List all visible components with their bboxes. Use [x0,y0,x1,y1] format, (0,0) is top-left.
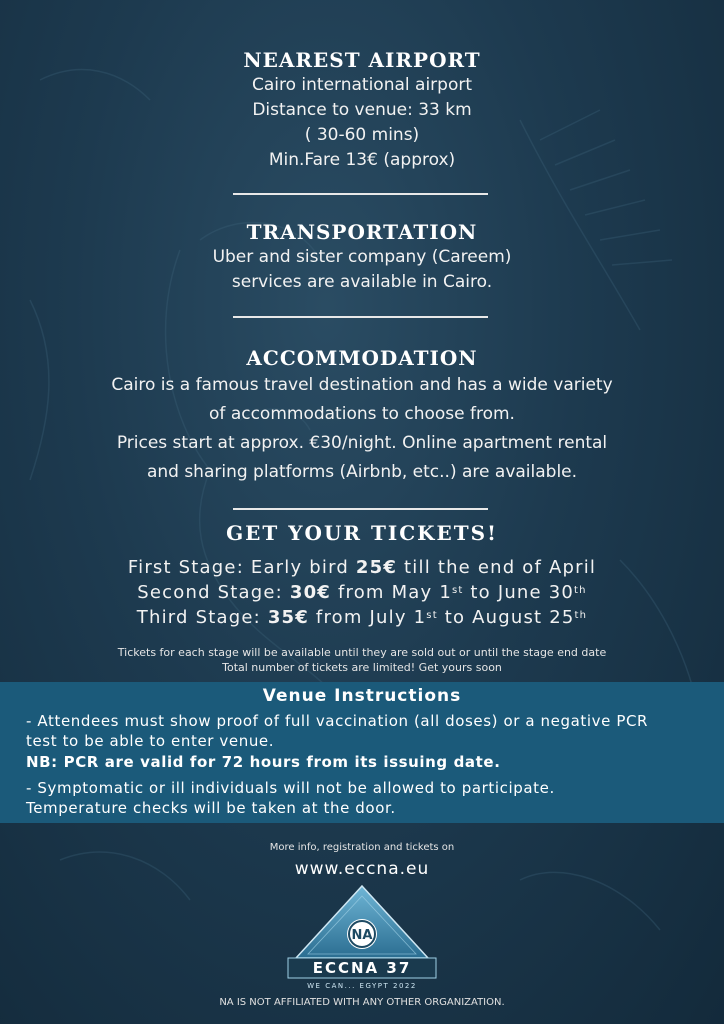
disclaimer: NA IS NOT AFFILIATED WITH ANY OTHER ORGANIZATION. [219,997,505,1008]
transportation-section [0,219,724,295]
transportation-line: services are available in Cairo. [231,272,493,292]
venue-line: - Symptomatic or ill individuals will not be allowed to participate. [26,779,555,797]
accommodation-section [0,345,724,487]
airport-line: Distance to venue: 33 km [252,100,472,120]
logo-na-text: NA [351,928,373,943]
ticket-note: Tickets for each stage will be available until they are sold out or until the stage end date [117,646,607,659]
divider [233,193,488,195]
transportation-heading: TRANSPORTATION [246,220,478,244]
venue-pcr-note: NB: PCR are valid for 72 hours from its issuing date. [26,753,501,771]
tickets-heading: GET YOUR TICKETS! [226,521,498,545]
ticket-price: 30€ [289,582,332,603]
accommodation-line: Cairo is a famous travel destination and has a wide variety [111,375,613,395]
ticket-price: 25€ [355,557,398,578]
divider [233,316,488,318]
accommodation-line: and sharing platforms (Airbnb, etc..) are available. [146,462,578,482]
ticket-stage-2: Second Stage: 30€ from May 1st to June 30th [137,582,587,603]
airport-heading: NEAREST AIRPORT [243,48,481,72]
ticket-note: Total number of tickets are limited! Get yours soon [222,661,502,674]
tickets-section [0,520,724,675]
ticket-price: 35€ [267,607,309,628]
venue-title: Venue Instructions [262,686,462,706]
divider [233,508,488,510]
logo-tagline: WE CAN... EGYPT 2022 [307,982,417,990]
airport-section [0,47,724,173]
eccna-logo [270,882,454,994]
venue-line: Temperature checks will be taken at the door. [26,799,396,817]
footer-info: More info, registration and tickets on [269,842,455,853]
accommodation-heading: ACCOMMODATION [246,346,478,370]
ticket-stage-3: Third Stage: 35€ from July 1st to August 25th [136,607,588,628]
accommodation-line: Prices start at approx. €30/night. Online apartment rental [116,433,608,453]
website-link[interactable]: www.eccna.eu [294,859,430,879]
accommodation-line: of accommodations to choose from. [209,404,515,424]
airport-line: Cairo international airport [251,75,473,95]
venue-line: - Attendees must show proof of full vaccination (all doses) or a negative PCR [26,712,649,730]
transportation-line: Uber and sister company (Careem) [212,247,512,267]
airport-line: Min.Fare 13€ (approx) [268,150,456,170]
airport-line: ( 30-60 mins) [304,125,420,145]
venue-line: test to be able to enter venue. [26,732,275,750]
ticket-stage-1: First Stage: Early bird 25€ till the end of April [127,557,597,578]
logo-title: ECCNA 37 [312,959,412,977]
